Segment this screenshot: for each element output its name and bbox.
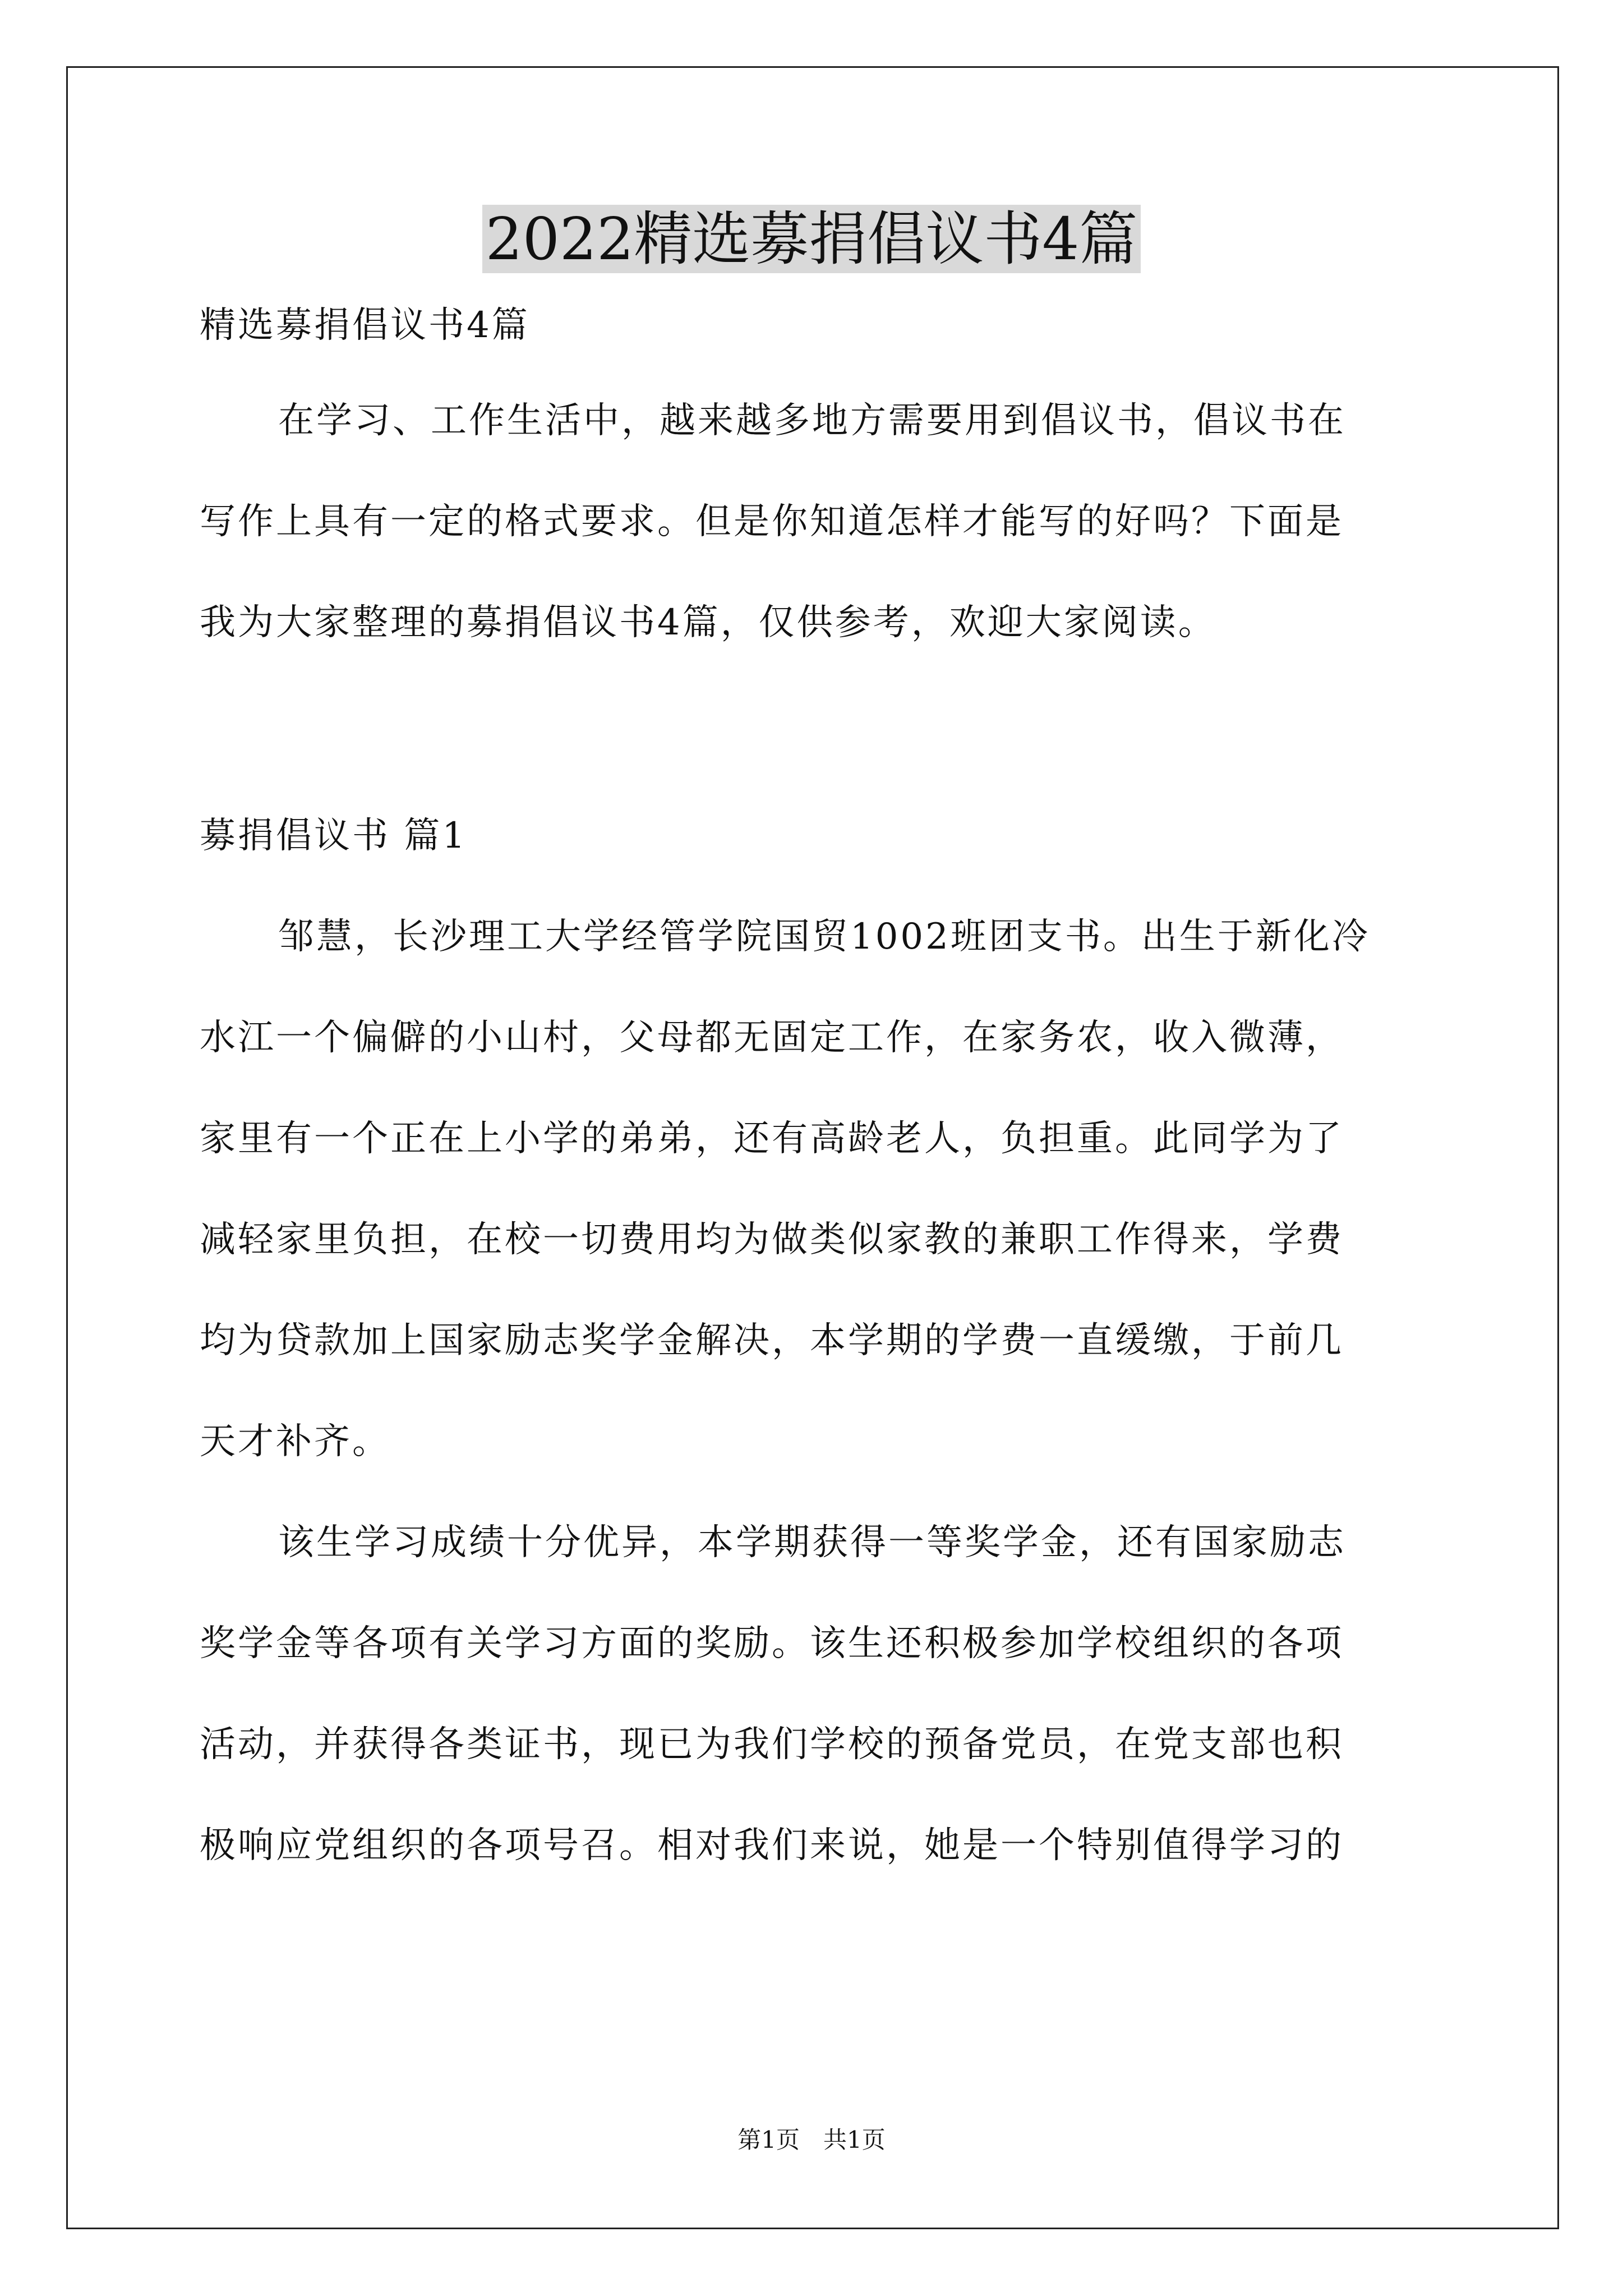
para2-line-1: 该生学习成绩十分优异，本学期获得一等奖学金，还有国家励志 <box>278 1522 1346 1563</box>
para1-line-3: 家里有一个正在上小学的弟弟，还有高龄老人，负担重。此同学为了 <box>200 1118 1344 1159</box>
para1-line-6: 天才补齐。 <box>200 1421 390 1462</box>
document-title <box>0 200 1623 278</box>
intro-line-1: 在学习、工作生活中，越来越多地方需要用到倡议书，倡议书在 <box>278 400 1346 441</box>
para2-line-2: 奖学金等各项有关学习方面的奖励。该生还积极参加学校组织的各项 <box>200 1623 1344 1664</box>
para2-line-4: 极响应党组织的各项号召。相对我们来说，她是一个特别值得学习的 <box>200 1825 1344 1866</box>
para1-line-5: 均为贷款加上国家励志奖学金解决，本学期的学费一直缓缴，于前几 <box>200 1320 1344 1361</box>
para1-line-4: 减轻家里负担，在校一切费用均为做类似家教的兼职工作得来，学费 <box>200 1219 1344 1260</box>
section-heading: 募捐倡议书 篇1 <box>200 815 468 857</box>
subtitle: 精选募捐倡议书4篇 <box>200 305 530 346</box>
document-body <box>200 303 1433 1868</box>
title-text: 2022精选募捐倡议书4篇 <box>482 205 1141 273</box>
intro-line-2: 写作上具有一定的格式要求。但是你知道怎样才能写的好吗？下面是 <box>200 501 1344 542</box>
intro-line-3: 我为大家整理的募捐倡议书4篇，仅供参考，欢迎大家阅读。 <box>200 602 1216 643</box>
para1-line-2: 水江一个偏僻的小山村，父母都无固定工作，在家务农，收入微薄， <box>200 1017 1344 1059</box>
page-footer: 第1页 共1页 <box>737 2126 886 2154</box>
para2-line-3: 活动，并获得各类证书，现已为我们学校的预备党员，在党支部也积 <box>200 1724 1344 1765</box>
para1-line-1: 邹慧，长沙理工大学经管学院国贸1002班团支书。出生于新化冷 <box>278 916 1370 958</box>
